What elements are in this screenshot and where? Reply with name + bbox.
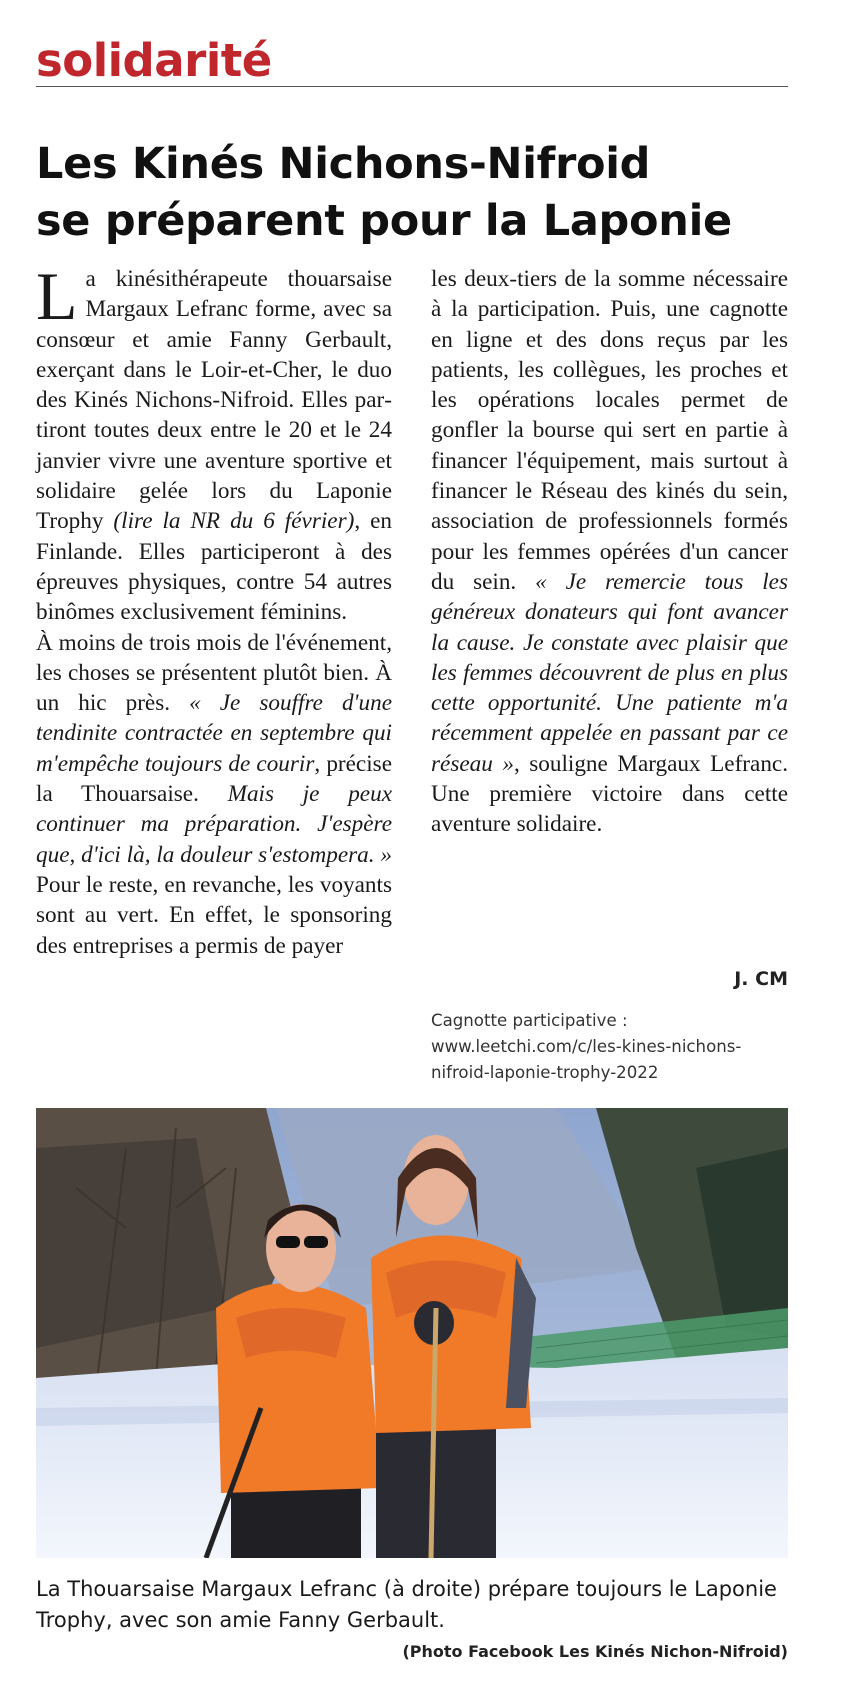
article-paragraph-1 [36, 258, 392, 628]
article-column-left [36, 258, 392, 961]
paragraph-2-text-c-right: les deux-tiers de la somme nécessaire à la participation. Puis, une cagnotte en ligne et des dons reçus par les patients, les collègues, les proches et les opérations locales permet de gonfler la bourse qui sert en partie à financer l'équipement, mais surtout à financer le Réseau des kinés du sein, association de professionnels formés pour les femmes opérées d'un cancer du sein. [431, 266, 788, 595]
article-headline [36, 136, 796, 250]
headline-line-2: se préparent pour la Laponie [36, 196, 732, 246]
paragraph-2-text-a: À moins de trois mois de l'événement, les choses se présentent plutôt bien. À un hic près. [36, 629, 392, 717]
drop-cap: L [36, 258, 78, 334]
article-column-right [431, 264, 788, 840]
section-rubric: solidarité [36, 34, 272, 87]
quote-3: « Je remercie tous les généreux donateurs qui font avancer la cause. Je constate avec plaisir que les femmes découvrent de plus en plus cette opportunité. Une patiente m'a récemment appelée en passant par ce réseau » [431, 568, 788, 777]
quote-2: Mais je peux continuer ma préparation. J'espère que, d'ici là, la douleur s'estompera. » [36, 781, 392, 868]
photo-credit: (Photo Facebook Les Kinés Nichon-Nifroid) [402, 1642, 788, 1661]
author-signature: J. CM [734, 968, 788, 990]
rubric-divider [36, 86, 788, 87]
fundraiser-note: Cagnotte participative : www.leetchi.com/c/les-kines-nichons-nifroid-laponie-trophy-2022 [431, 1011, 742, 1082]
article-photo [36, 1108, 788, 1558]
paragraph-2-text-c-left: Pour le reste, en revanche, les voyants sont au vert. En effet, le sponsoring des entreprises a permis de payer [36, 871, 392, 959]
photo-illustration [36, 1108, 788, 1558]
paragraph-1-text-b: , en Finlande. Elles participeront à des épreuves physiques, contre 54 autres binômes exclusivement féminins. [36, 508, 392, 626]
paragraph-2-text-b: , précise la Thouarsaise. [36, 750, 392, 808]
article-paragraph-2 [36, 628, 392, 961]
photo-caption: La Thouarsaise Margaux Lefranc (à droite) prépare toujours le Laponie Trophy, avec son amie Fanny Gerbault. [36, 1577, 777, 1632]
reference-note: (lire la NR du 6 février) [113, 508, 355, 535]
paragraph-1-text-a: a kinésithérapeute thouarsaise Margaux Lefranc forme, avec sa consœur et amie Fanny Gerbault, exerçant dans le Loir-et-Cher, le duo des Kinés Nichons-Nifroid. Elles partiront toutes deux entre le 20 et le 24 janvier vivre une aventure sportive et solidaire gelée lors du Laponie Trophy [36, 266, 392, 535]
quote-1: « Je souffre d'une tendinite contractée en septembre qui m'empêche toujours de courir [36, 690, 392, 777]
paragraph-2-text-d: , souligne Margaux Lefranc. Une première victoire dans cette aventure solidaire. [431, 750, 789, 838]
headline-line-1: Les Kinés Nichons-Nifroid [36, 139, 651, 189]
article-paragraph-2-continued [431, 264, 788, 840]
